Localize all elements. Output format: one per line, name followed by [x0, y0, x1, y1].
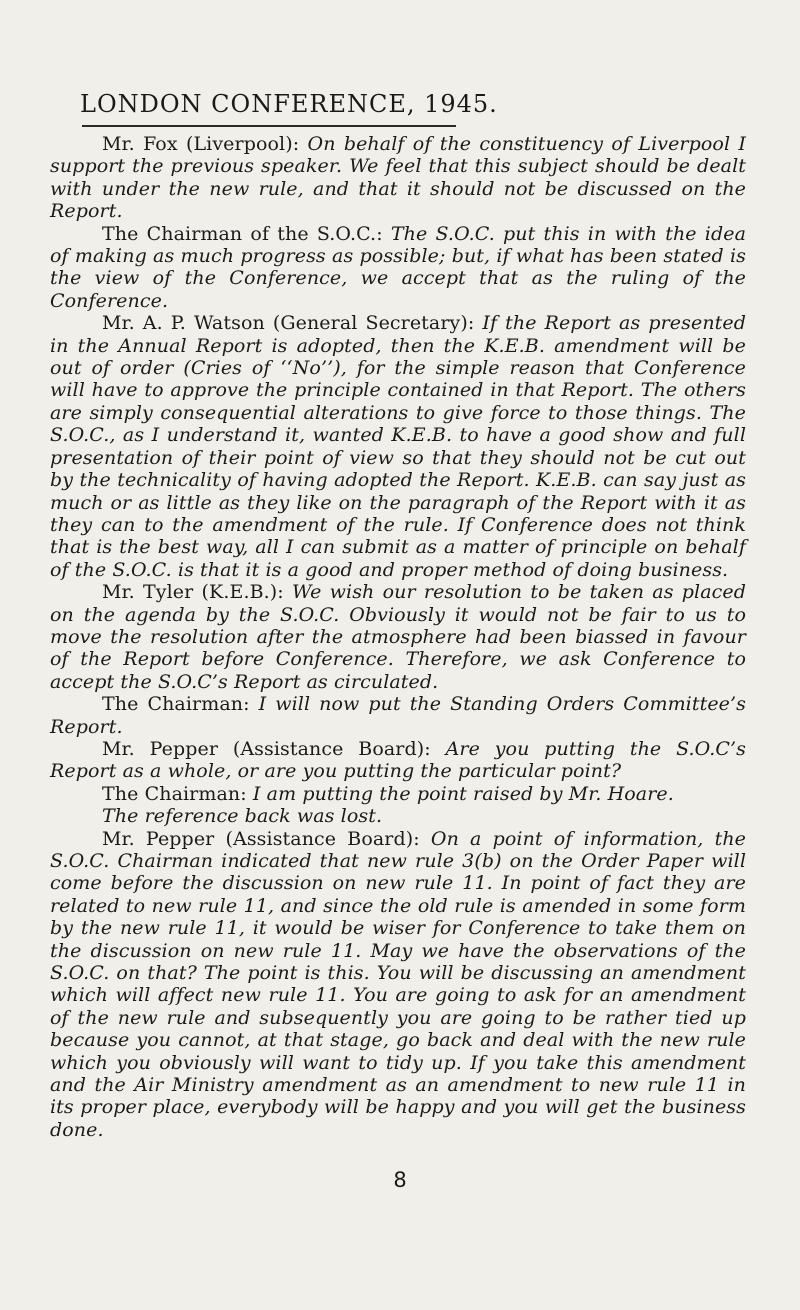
- speech-text: I will now put the Standing Orders Committee’s Report.: [50, 693, 747, 738]
- running-header: LONDON CONFERENCE, 1945.: [80, 90, 498, 118]
- speaker-name: The Chairman of the S.O.C.:: [102, 222, 383, 245]
- speaker-name: Mr. Tyler (K.E.B.):: [102, 581, 284, 604]
- paragraph: [50, 223, 746, 313]
- paragraph: [50, 828, 746, 1142]
- speech-text: The S.O.C. put this in with the idea of making as much progress as possible; but, if what has been stated is the view of the Conference, we accept that as the ruling of the Conference.: [50, 222, 747, 312]
- speaker-name: Mr. Pepper (Assistance Board):: [102, 827, 420, 850]
- paragraph: [50, 133, 746, 223]
- paragraph: [50, 693, 746, 738]
- speech-text: I am putting the point raised by Mr. Hoare.: [252, 782, 674, 805]
- speech-text: The reference back was lost.: [102, 805, 383, 828]
- speech-text: If the Report as presented in the Annual Report is adopted, then the K.E.B. amendment will be out of order (Cries of ‘‘No’’), for the simple reason that Conference will have to approve the principle contained in that Report. The others are simply consequential alterations to give force to those things. The S.O.C., as I understand it, wanted K.E.B. to have a good show and full presentation of their point of view so that they should not be cut out by the technicality of having adopted the Report. K.E.B. can say just as much or as little as they like on the paragraph of the Report with it as they can to the amendment of the rule. If Conference does not think that is the best way, all I can submit as a matter of principle on behalf of the S.O.C. is that it is a good and proper method of doing business.: [50, 312, 746, 581]
- speaker-name: The Chairman:: [102, 693, 250, 716]
- header-rule: [82, 125, 456, 127]
- paragraph: [50, 805, 746, 827]
- paragraph: [50, 783, 746, 805]
- speech-text: Are you putting the S.O.C’s Report as a whole, or are you putting the particular point?: [50, 737, 746, 783]
- paragraph: [50, 312, 746, 581]
- speech-text: On a point of information, the S.O.C. Chairman indicated that new rule 3(b) on the Order Paper will come before the discussion on new rule 11. In point of fact they are related to new rule 11, and since the old rule is amended in some form by the new rule 11, it would be wiser for Conference to take them on the discussion on new rule 11. May we have the observations of the S.O.C. on that? The point is this. You will be discussing an amendment which will affect new rule 11. You are going to ask for an amendment of the new rule and subsequently you are going to be rather tied up because you cannot, at that stage, go back and deal with the new rule which you obviously will want to tidy up. If you take this amendment and the Air Ministry amendment as an amendment to new rule 11 in its proper place, everybody will be happy and you will get the business done.: [50, 827, 746, 1141]
- speaker-name: The Chairman:: [102, 782, 247, 805]
- speaker-name: Mr. A. P. Watson (General Secretary):: [102, 312, 475, 335]
- page-number: 8: [393, 1168, 407, 1192]
- speech-text: We wish our resolution to be taken as placed on the agenda by the S.O.C. Obviously it would not be fair to us to move the resolution after the atmosphere had been biassed in favour of the Report before Conference. Therefore, we ask Conference to accept the S.O.C’s Report as circulated.: [50, 581, 747, 693]
- paragraph: [50, 738, 746, 783]
- transcript-body: [50, 133, 746, 1141]
- paragraph: [50, 581, 746, 693]
- speaker-name: Mr. Fox (Liverpool):: [102, 133, 300, 155]
- speech-text: On behalf of the constituency of Liverpool I support the previous speaker. We feel that this subject should be dealt with under the new rule, and that it should not be discussed on the Report.: [50, 133, 747, 223]
- speaker-name: Mr. Pepper (Assistance Board):: [102, 737, 431, 760]
